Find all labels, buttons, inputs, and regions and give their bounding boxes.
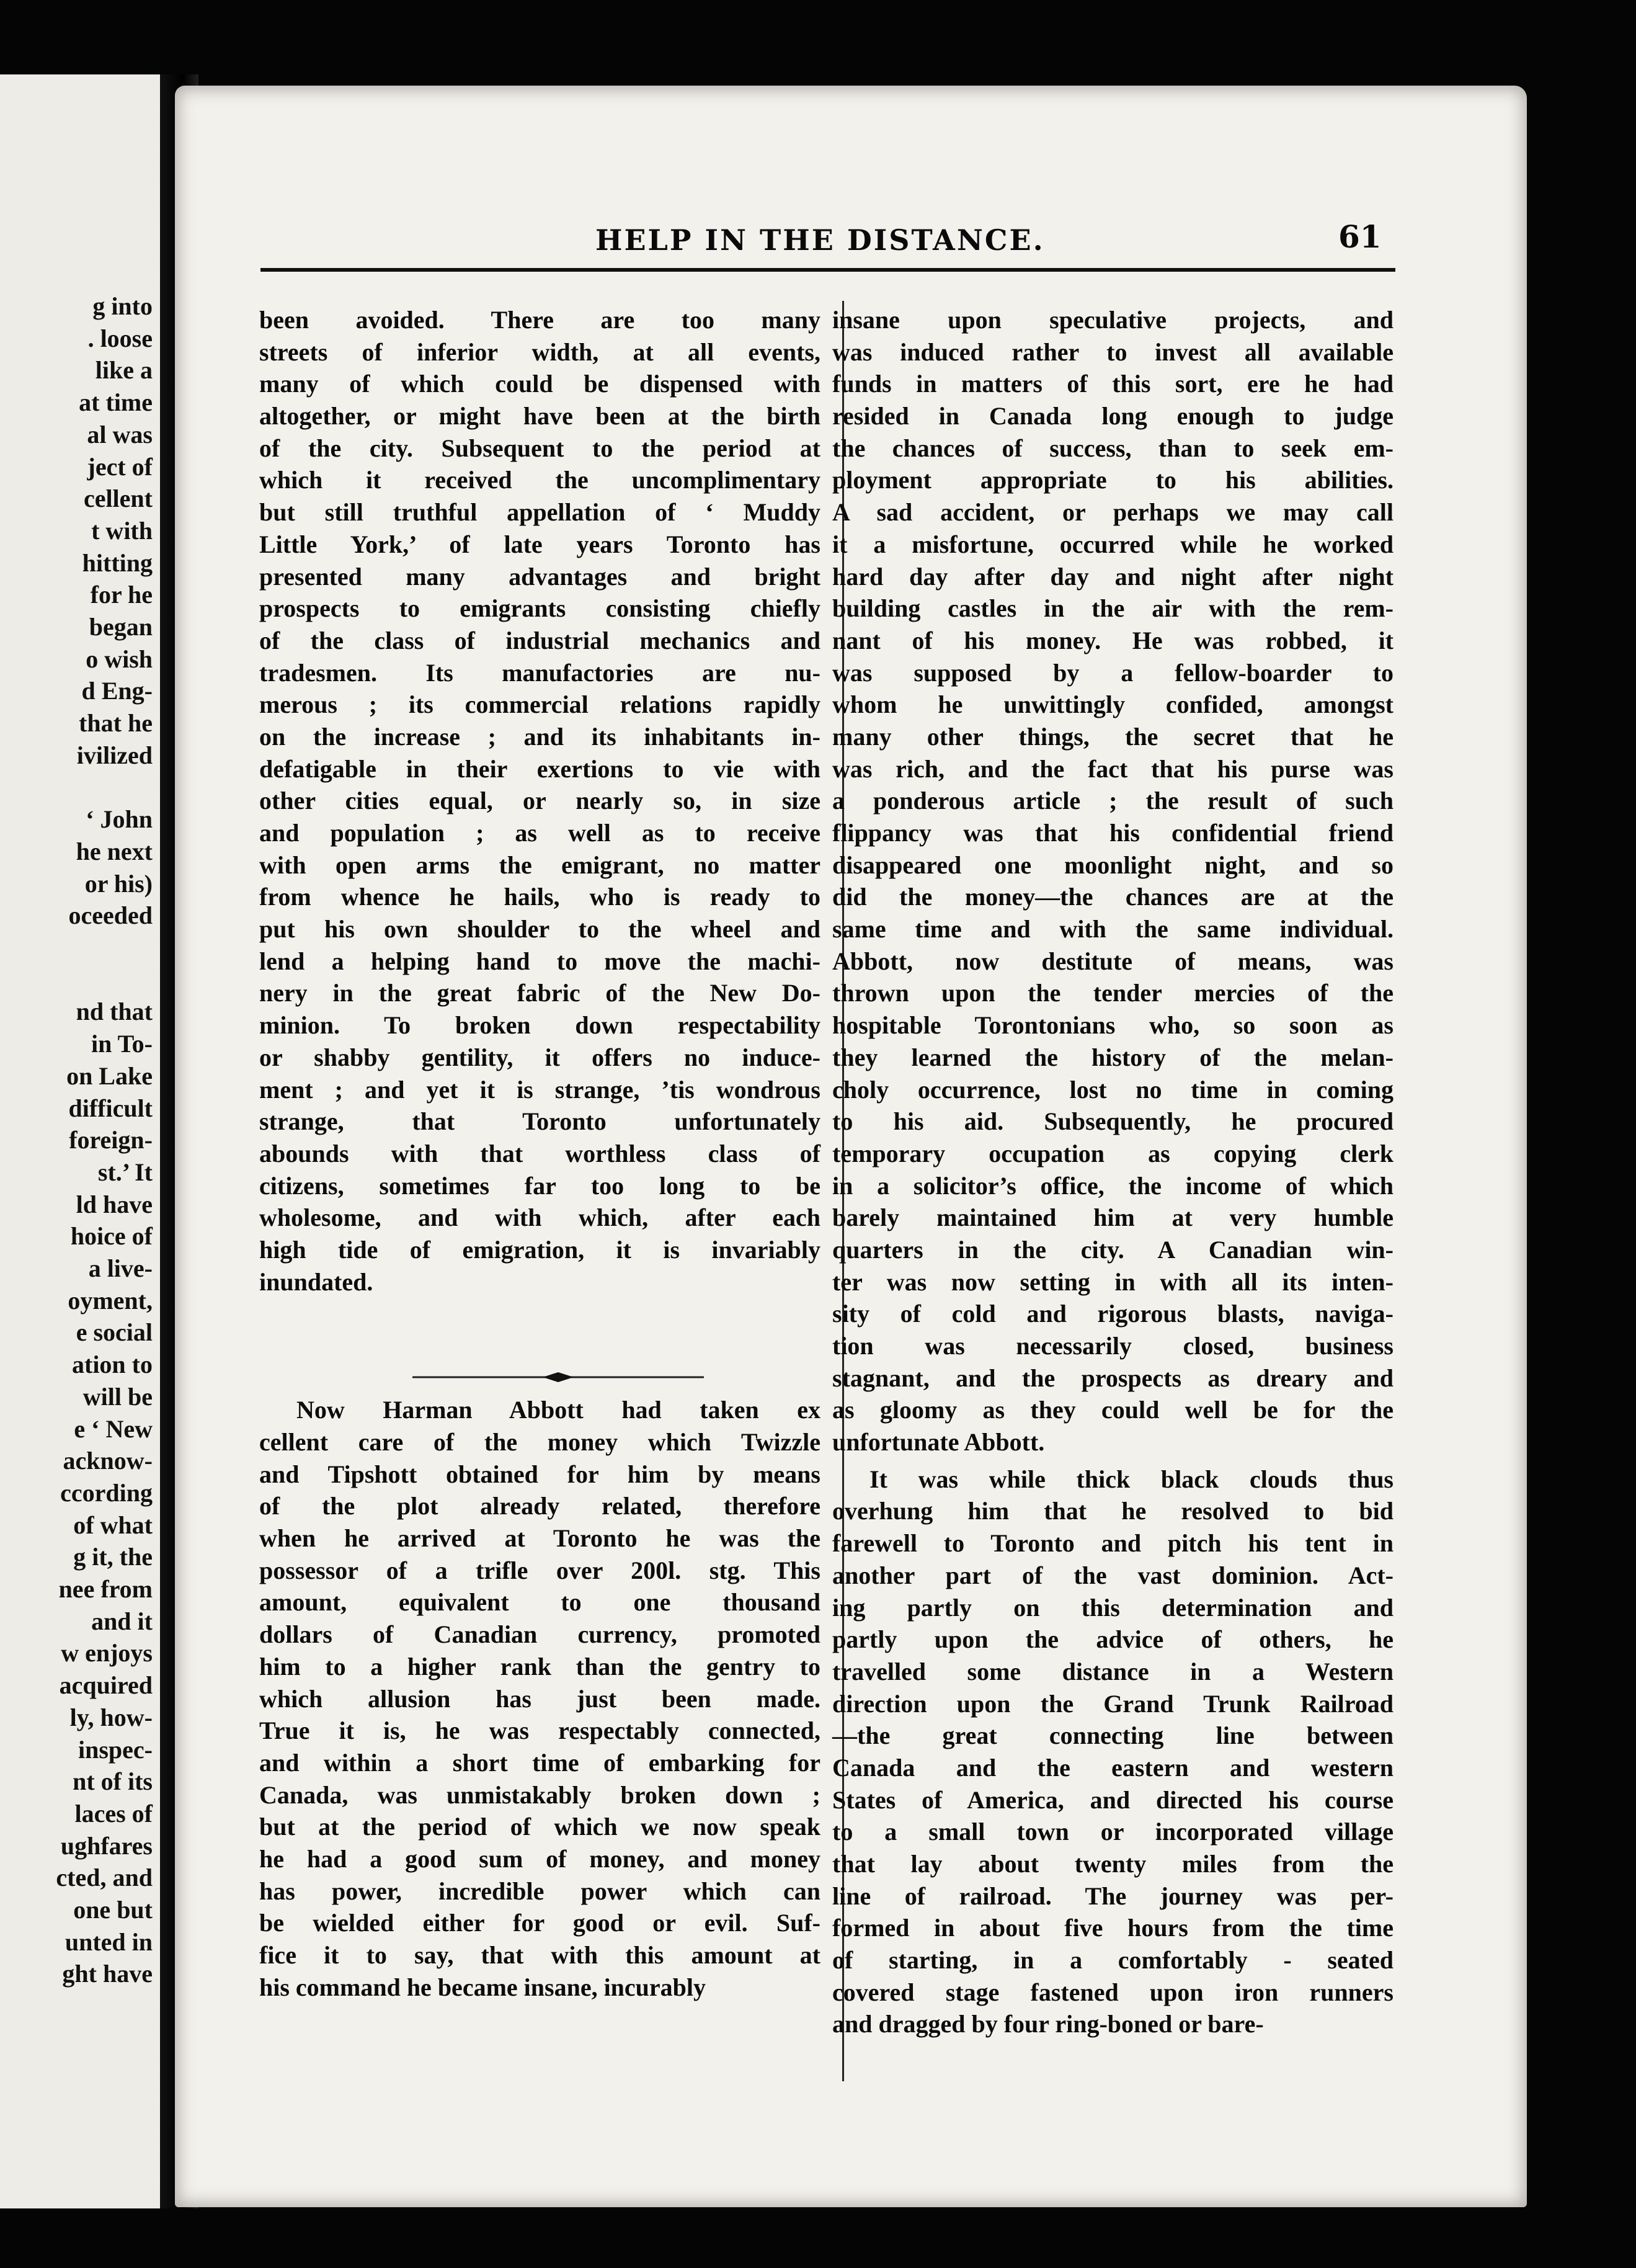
text-line: —the great connecting line between xyxy=(832,1721,1394,1750)
text-line: ment ; and yet it is strange, ’tis wondrous xyxy=(259,1075,820,1104)
text-line: another part of the vast dominion. Act- xyxy=(832,1561,1394,1589)
facing-page-line: al was xyxy=(87,420,153,449)
facing-page-line: hitting xyxy=(82,548,153,577)
facing-page-line: unted in xyxy=(64,1927,153,1956)
text-line: travelled some distance in a Western xyxy=(832,1657,1394,1685)
facing-page-line: g it, the xyxy=(73,1543,153,1571)
text-line: hard day after day and night after night xyxy=(832,562,1394,591)
facing-page-line: ld have xyxy=(76,1190,153,1218)
text-line: ployment appropriate to his abilities. xyxy=(832,466,1394,494)
text-line: been avoided. There are too many xyxy=(259,306,820,334)
text-line: and dragged by four ring-boned or bare- xyxy=(832,2010,1264,2038)
text-line: Canada and the eastern and western xyxy=(832,1753,1394,1782)
text-line: whom he unwittingly confided, amongst xyxy=(832,690,1394,719)
text-line: be wielded either for good or evil. Suf- xyxy=(259,1909,820,1937)
text-line: cellent care of the money which Twizzle xyxy=(259,1428,820,1456)
text-line: but at the period of which we now speak xyxy=(259,1813,820,1841)
text-line: a ponderous article ; the result of such xyxy=(832,787,1394,815)
text-line: when he arrived at Toronto he was the xyxy=(259,1524,820,1553)
facing-page-line: difficult xyxy=(68,1094,153,1122)
text-line: from whence he hails, who is ready to xyxy=(259,883,820,911)
text-line: but still truthful appellation of ‘ Muddy xyxy=(259,498,820,527)
text-line: tradesmen. Its manufactories are nu- xyxy=(259,658,820,687)
text-line: nant of his money. He was robbed, it xyxy=(832,626,1394,654)
text-line: hospitable Torontonians who, so soon as xyxy=(832,1011,1394,1040)
facing-page-line: hoice of xyxy=(70,1222,153,1251)
text-line: quarters in the city. A Canadian win- xyxy=(832,1235,1394,1264)
text-line: abounds with that worthless class of xyxy=(259,1139,820,1167)
text-line: many other things, the secret that he xyxy=(832,722,1394,751)
text-line: farewell to Toronto and pitch his tent in xyxy=(832,1529,1394,1558)
text-line: or shabby gentility, it offers no induce- xyxy=(259,1043,820,1071)
text-line: as gloomy as they could well be for the xyxy=(832,1396,1394,1424)
facing-page-line: ation to xyxy=(72,1351,153,1379)
facing-page-fragment xyxy=(0,74,160,2208)
text-line: streets of inferior width, at all events, xyxy=(259,337,820,366)
text-line: and Tipshott obtained for him by means xyxy=(259,1460,820,1488)
section-divider-ornament xyxy=(412,1371,704,1383)
text-line: minion. To broken down respectability xyxy=(259,1011,820,1040)
facing-page-line: t with xyxy=(91,516,153,545)
text-line: fice it to say, that with this amount at xyxy=(259,1941,820,1969)
facing-page-line: a live- xyxy=(88,1254,153,1282)
text-line: high tide of emigration, it is invariably xyxy=(259,1235,820,1264)
facing-page-line: foreign- xyxy=(69,1126,153,1154)
facing-page-line: . loose xyxy=(87,324,153,352)
text-line: line of railroad. The journey was per- xyxy=(832,1882,1394,1910)
text-line: possessor of a trifle over 200l. stg. This xyxy=(259,1556,820,1584)
facing-page-line: oyment, xyxy=(68,1286,153,1315)
text-line: resided in Canada long enough to judge xyxy=(832,402,1394,431)
facing-page-line: e social xyxy=(76,1318,153,1347)
text-line: was induced rather to invest all available xyxy=(832,337,1394,366)
text-line: on the increase ; and its inhabitants in- xyxy=(259,722,820,751)
text-line: put his own shoulder to the wheel and xyxy=(259,915,820,944)
facing-page-line: w enjoys xyxy=(61,1639,153,1668)
text-line: citizens, sometimes far too long to be xyxy=(259,1171,820,1200)
text-line: and within a short time of embarking for xyxy=(259,1748,820,1777)
text-line: which it received the uncomplimentary xyxy=(259,466,820,494)
text-line: did the money—the chances are at the xyxy=(832,883,1394,911)
text-line: temporary occupation as copying clerk xyxy=(832,1139,1394,1167)
text-line: his command he became insane, incurably xyxy=(259,1973,706,2001)
text-line: presented many advantages and bright xyxy=(259,562,820,591)
text-line: States of America, and directed his course xyxy=(832,1785,1394,1814)
text-line: of the city. Subsequent to the period at xyxy=(259,434,820,462)
facing-page-line: that he xyxy=(79,709,153,738)
text-line: prospects to emigrants consisting chiefly xyxy=(259,594,820,623)
facing-page-line: and it xyxy=(91,1607,153,1635)
text-line: same time and with the same individual. xyxy=(832,915,1394,944)
paragraph-gap xyxy=(832,1458,1394,1463)
facing-page-line: ject of xyxy=(87,452,153,481)
text-line: insane upon speculative projects, and xyxy=(832,306,1394,334)
text-line: him to a higher rank than the gentry to xyxy=(259,1652,820,1681)
facing-page-line: laces of xyxy=(74,1799,153,1828)
facing-page-line: ivilized xyxy=(76,741,153,769)
text-line: A sad accident, or perhaps we may call xyxy=(832,498,1394,527)
text-line: amount, equivalent to one thousand xyxy=(259,1588,820,1617)
text-line: formed in about five hours from the time xyxy=(832,1914,1394,1942)
text-line: Now Harman Abbott had taken ex xyxy=(296,1396,820,1424)
text-line: in a solicitor’s office, the income of which xyxy=(832,1171,1394,1200)
facing-page-line: for he xyxy=(90,581,153,609)
text-line: altogether, or might have been at the birth xyxy=(259,402,820,431)
text-line: ter was now setting in with all its inten- xyxy=(832,1267,1394,1296)
facing-page-line: cted, and xyxy=(56,1864,153,1892)
text-line: defatigable in their exertions to vie with xyxy=(259,754,820,783)
facing-page-line: began xyxy=(89,613,153,641)
text-line: Canada, was unmistakably broken down ; xyxy=(259,1780,820,1809)
text-line: inundated. xyxy=(259,1267,373,1296)
facing-page-line: in To- xyxy=(91,1030,153,1058)
text-line: which allusion has just been made. xyxy=(259,1684,820,1713)
text-line: was rich, and the fact that his purse was xyxy=(832,754,1394,783)
facing-page-line: nd that xyxy=(76,998,153,1026)
text-column-left xyxy=(259,304,820,2003)
text-line: strange, that Toronto unfortunately xyxy=(259,1107,820,1136)
text-line: he had a good sum of money, and money xyxy=(259,1844,820,1873)
facing-page-line: oceeded xyxy=(68,901,153,930)
text-line: was supposed by a fellow-boarder to xyxy=(832,658,1394,687)
text-line: many of which could be dispensed with xyxy=(259,370,820,398)
text-line: merous ; its commercial relations rapidly xyxy=(259,690,820,719)
text-line: funds in matters of this sort, ere he had xyxy=(832,370,1394,398)
facing-page-line: will be xyxy=(82,1382,153,1411)
facing-page-line: ccording xyxy=(60,1478,153,1507)
facing-page-line: acknow- xyxy=(63,1447,153,1475)
facing-page-line: e ‘ New xyxy=(74,1414,153,1443)
facing-page-line: at time xyxy=(79,388,153,417)
facing-page-line: ly, how- xyxy=(69,1703,153,1731)
text-line: lend a helping hand to move the machi- xyxy=(259,947,820,975)
text-line: ing partly on this determination and xyxy=(832,1593,1394,1622)
facing-page-line: g into xyxy=(92,292,153,320)
text-line: It was while thick black clouds thus xyxy=(869,1465,1394,1493)
text-line: of the class of industrial mechanics and xyxy=(259,626,820,654)
text-line: nery in the great fabric of the New Do- xyxy=(259,979,820,1007)
text-line: barely maintained him at very humble xyxy=(832,1203,1394,1232)
text-line: choly occurrence, lost no time in coming xyxy=(832,1075,1394,1104)
text-line: other cities equal, or nearly so, in size xyxy=(259,787,820,815)
text-line: True it is, he was respectably connected, xyxy=(259,1717,820,1745)
text-column-right xyxy=(832,304,1394,2040)
facing-page-line: st.’ It xyxy=(97,1158,153,1186)
running-head: HELP IN THE DISTANCE. xyxy=(595,223,1045,257)
text-line: disappeared one moonlight night, and so xyxy=(832,850,1394,879)
facing-page-line: ‘ John xyxy=(86,805,153,834)
text-line: thrown upon the tender mercies of the xyxy=(832,979,1394,1007)
header-rule xyxy=(260,268,1395,272)
text-line: it a misfortune, occurred while he worked xyxy=(832,530,1394,558)
facing-page-line: d Eng- xyxy=(81,677,153,705)
text-line: unfortunate Abbott. xyxy=(832,1428,1045,1457)
facing-page-line: acquired xyxy=(59,1671,153,1700)
text-line: to his aid. Subsequently, he procured xyxy=(832,1107,1394,1136)
facing-page-line: or his) xyxy=(84,869,153,898)
text-line: flippancy was that his confidential friend xyxy=(832,819,1394,847)
text-line: they learned the history of the melan- xyxy=(832,1043,1394,1071)
text-line: sity of cold and rigorous blasts, naviga- xyxy=(832,1300,1394,1328)
facing-page-line: cellent xyxy=(83,484,153,513)
text-line: direction upon the Grand Trunk Railroad xyxy=(832,1689,1394,1718)
facing-page-line: on Lake xyxy=(66,1061,153,1090)
text-line: with open arms the emigrant, no matter xyxy=(259,850,820,879)
facing-page-line: inspec- xyxy=(78,1735,153,1764)
text-line: stagnant, and the prospects as dreary and xyxy=(832,1364,1394,1392)
text-line: building castles in the air with the rem- xyxy=(832,594,1394,623)
text-line: that lay about twenty miles from the xyxy=(832,1850,1394,1878)
facing-page-line: ght have xyxy=(62,1960,153,1988)
facing-page-line: nee from xyxy=(58,1575,153,1603)
text-line: tion was necessarily closed, business xyxy=(832,1332,1394,1360)
text-line: dollars of Canadian currency, promoted xyxy=(259,1620,820,1649)
text-line: Abbott, now destitute of means, was xyxy=(832,947,1394,975)
facing-page-line: ughfares xyxy=(60,1831,153,1860)
facing-page-line: one but xyxy=(73,1896,153,1924)
text-line: of the plot already related, therefore xyxy=(259,1492,820,1520)
facing-page-line: of what xyxy=(73,1511,153,1539)
text-line: covered stage fastened upon iron runners xyxy=(832,1978,1394,2006)
text-line: partly upon the advice of others, he xyxy=(832,1625,1394,1654)
text-line: of starting, in a comfortably - seated xyxy=(832,1946,1394,1975)
text-line: to a small town or incorporated village xyxy=(832,1818,1394,1846)
text-line: has power, incredible power which can xyxy=(259,1877,820,1905)
text-line: wholesome, and with which, after each xyxy=(259,1203,820,1232)
text-line: Little York,’ of late years Toronto has xyxy=(259,530,820,558)
text-line: the chances of success, than to seek em- xyxy=(832,434,1394,462)
text-line: overhung him that he resolved to bid xyxy=(832,1497,1394,1525)
page-number: 61 xyxy=(1338,218,1382,255)
facing-page-line: he next xyxy=(76,837,153,865)
facing-page-line: like a xyxy=(95,356,153,385)
text-line: and population ; as well as to receive xyxy=(259,819,820,847)
facing-page-line: nt of its xyxy=(73,1767,153,1796)
facing-page-line: o wish xyxy=(86,645,153,673)
